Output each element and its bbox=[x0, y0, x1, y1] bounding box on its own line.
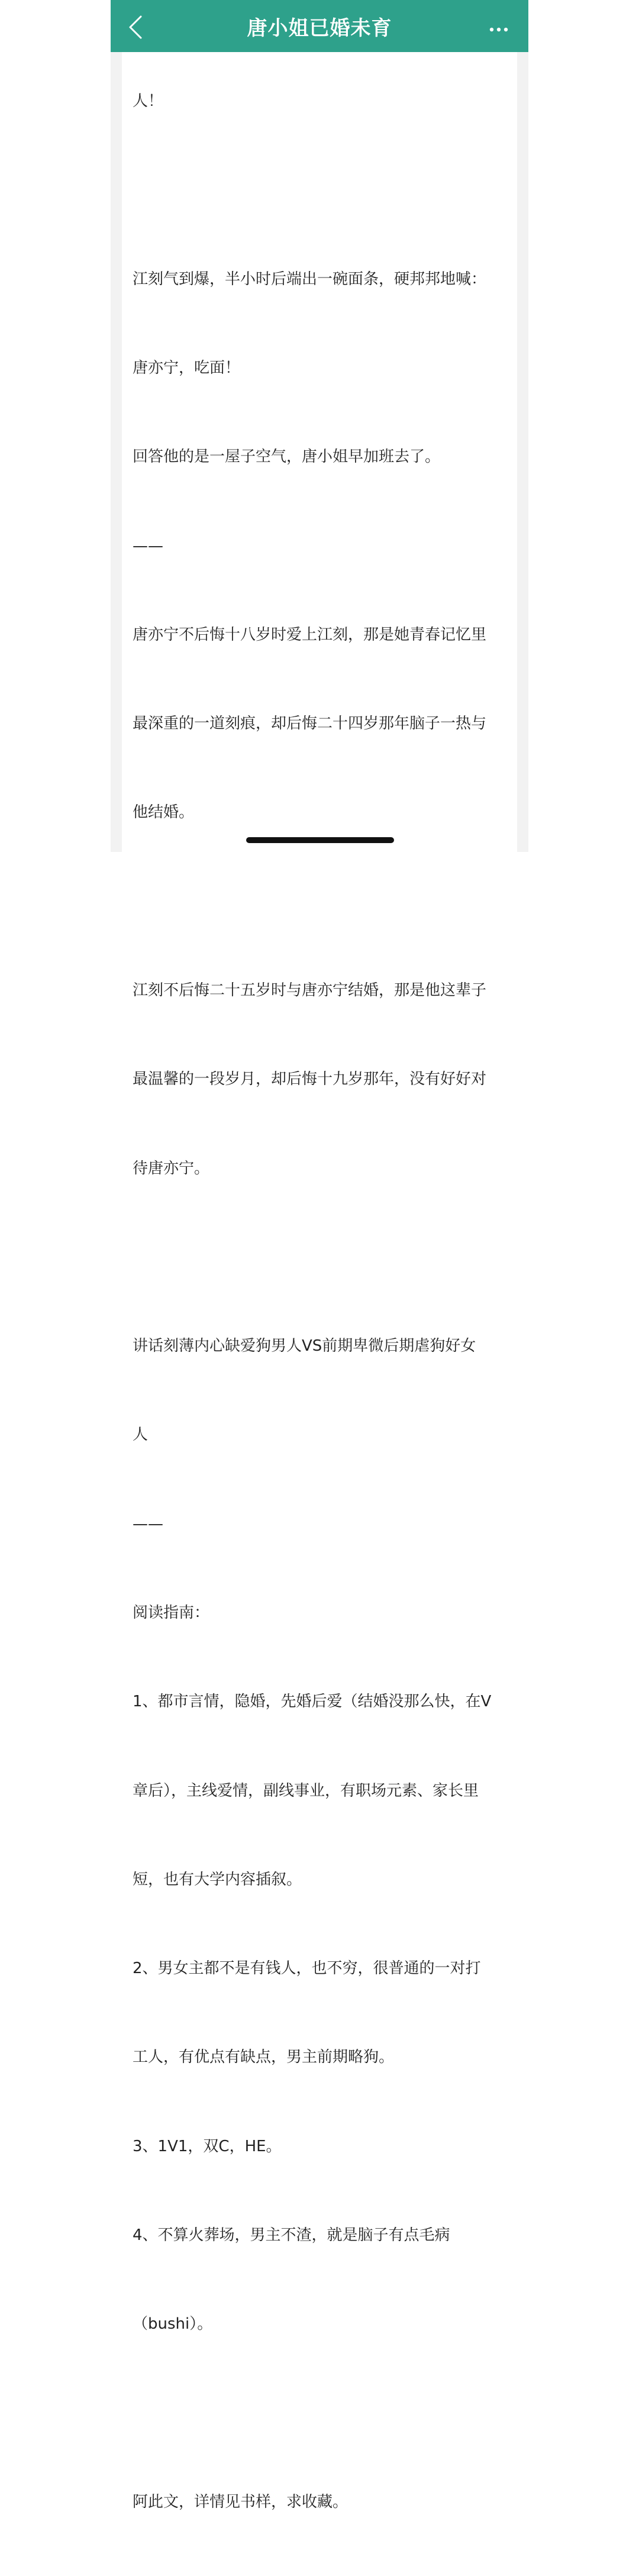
text-line bbox=[133, 2399, 511, 2428]
text-line: 他结婚。 bbox=[133, 803, 195, 822]
text-line: 工人，有优点有缺点，男主前期略狗。 bbox=[133, 2048, 395, 2067]
text-line: （bushi）。 bbox=[133, 2315, 213, 2333]
text-line: 阿此文，详情见书样，求收藏。 bbox=[133, 2493, 348, 2511]
article-text bbox=[133, 27, 511, 2576]
text-line: 待唐亦宁。 bbox=[133, 1159, 210, 1177]
page-title: 唐小姐已婚未育 bbox=[247, 17, 392, 40]
text-line: 4、不算火葬场，男主不渣，就是脑子有点毛病 bbox=[133, 2226, 450, 2244]
text-line: 3、1V1，双C，HE。 bbox=[133, 2137, 282, 2155]
text-line: 唐亦宁，吃面！ bbox=[133, 359, 241, 377]
home-indicator[interactable] bbox=[246, 837, 394, 843]
text-line: 江刻不后悔二十五岁时与唐亦宁结婚，那是他这辈子 bbox=[133, 982, 487, 999]
text-line: —— bbox=[133, 1515, 163, 1533]
text-line: 唐亦宁不后悔十八岁时爱上江刻，那是她青春记忆里 bbox=[133, 625, 487, 644]
text-line: 人 bbox=[133, 1426, 149, 1444]
text-line: 1、都市言情，隐婚，先婚后爱（结婚没那么快，在V bbox=[133, 1693, 492, 1711]
article-content[interactable] bbox=[122, 52, 517, 2511]
text-line: 2、男女主都不是有钱人，也不穷，很普通的一对打 bbox=[133, 1960, 481, 1978]
text-line bbox=[133, 887, 511, 916]
text-line bbox=[133, 175, 511, 205]
text-line: 最温馨的一段岁月，却后悔十九岁那年，没有好好对 bbox=[133, 1070, 487, 1089]
text-line: 回答他的是一屋子空气，唐小姐早加班去了。 bbox=[133, 448, 441, 466]
text-line: 阅读指南： bbox=[133, 1603, 210, 1622]
text-line: 短，也有大学内容插叙。 bbox=[133, 1870, 302, 1889]
text-line: —— bbox=[133, 537, 163, 555]
text-line: 人！ bbox=[133, 92, 164, 111]
phone-screen bbox=[111, 0, 528, 2511]
text-line bbox=[133, 1242, 511, 1272]
text-line: 讲话刻薄内心缺爱狗男人VS前期卑微后期虐狗好女 bbox=[133, 1337, 476, 1355]
text-line: 章后），主线爱情，副线事业，有职场元素、家长里 bbox=[133, 1781, 479, 1800]
text-line: 江刻气到爆，半小时后端出一碗面条，硬邦邦地喊： bbox=[133, 270, 487, 288]
text-line: 最深重的一道刻痕，却后悔二十四岁那年脑子一热与 bbox=[133, 715, 487, 733]
